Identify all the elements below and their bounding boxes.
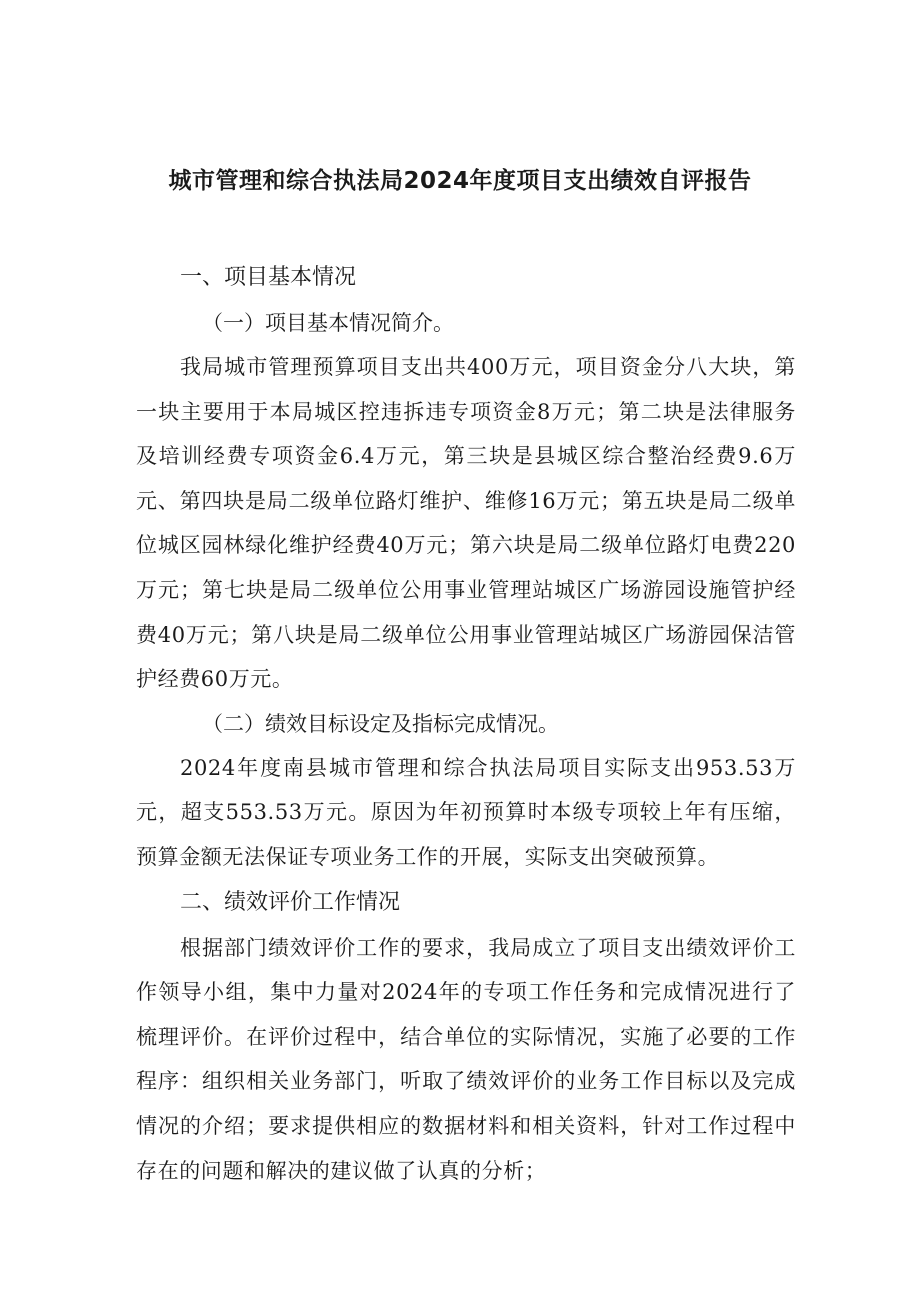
section-1-1-paragraph: 我局城市管理预算项目支出共400万元，项目资金分八大块，第一块主要用于本局城区控违拆违专项资金8万元；第二块是法律服务及培训经费专项资金6.4万元，第三块是县城区综合整治经费9.6万元、第四块是局二级单位路灯维护、维修16万元；第五块是局二级单位城区园林绿化维护经费40万元；第六块是局二级单位路灯电费220万元；第七块是局二级单位公用事业管理站城区广场游园设施管护经费40万元；第八块是局二级单位公用事业管理站城区广场游园保洁管护经费60万元。 bbox=[136, 355, 796, 692]
document-title: 城市管理和综合执法局2024年度项目支出绩效自评报告 bbox=[168, 168, 752, 194]
section-2-paragraph: 根据部门绩效评价工作的要求，我局成立了项目支出绩效评价工作领导小组，集中力量对2024年的专项工作任务和完成情况进行了梳理评价。在评价过程中，结合单位的实际情况，实施了必要的工作程序：组织相关业务部门，听取了绩效评价的业务工作目标以及完成情况的介绍；要求提供相应的数据材料和相关资料，针对工作过程中存在的问题和解决的建议做了认真的分析； bbox=[136, 935, 796, 1183]
section-1-2-paragraph: 2024年度南县城市管理和综合执法局项目实际支出953.53万元，超支553.53万元。原因为年初预算时本级专项较上年有压缩，预算金额无法保证专项业务工作的开展，实际支出突破预算。 bbox=[136, 755, 796, 869]
section-2-heading: 二、绩效评价工作情况 bbox=[180, 889, 401, 915]
section-1-2-heading: （二）绩效目标设定及指标完成情况。 bbox=[202, 711, 559, 736]
section-1-heading: 一、项目基本情况 bbox=[180, 265, 357, 290]
document-body bbox=[136, 255, 796, 1193]
section-1-1-heading: （一）项目基本情况简介。 bbox=[202, 311, 454, 335]
